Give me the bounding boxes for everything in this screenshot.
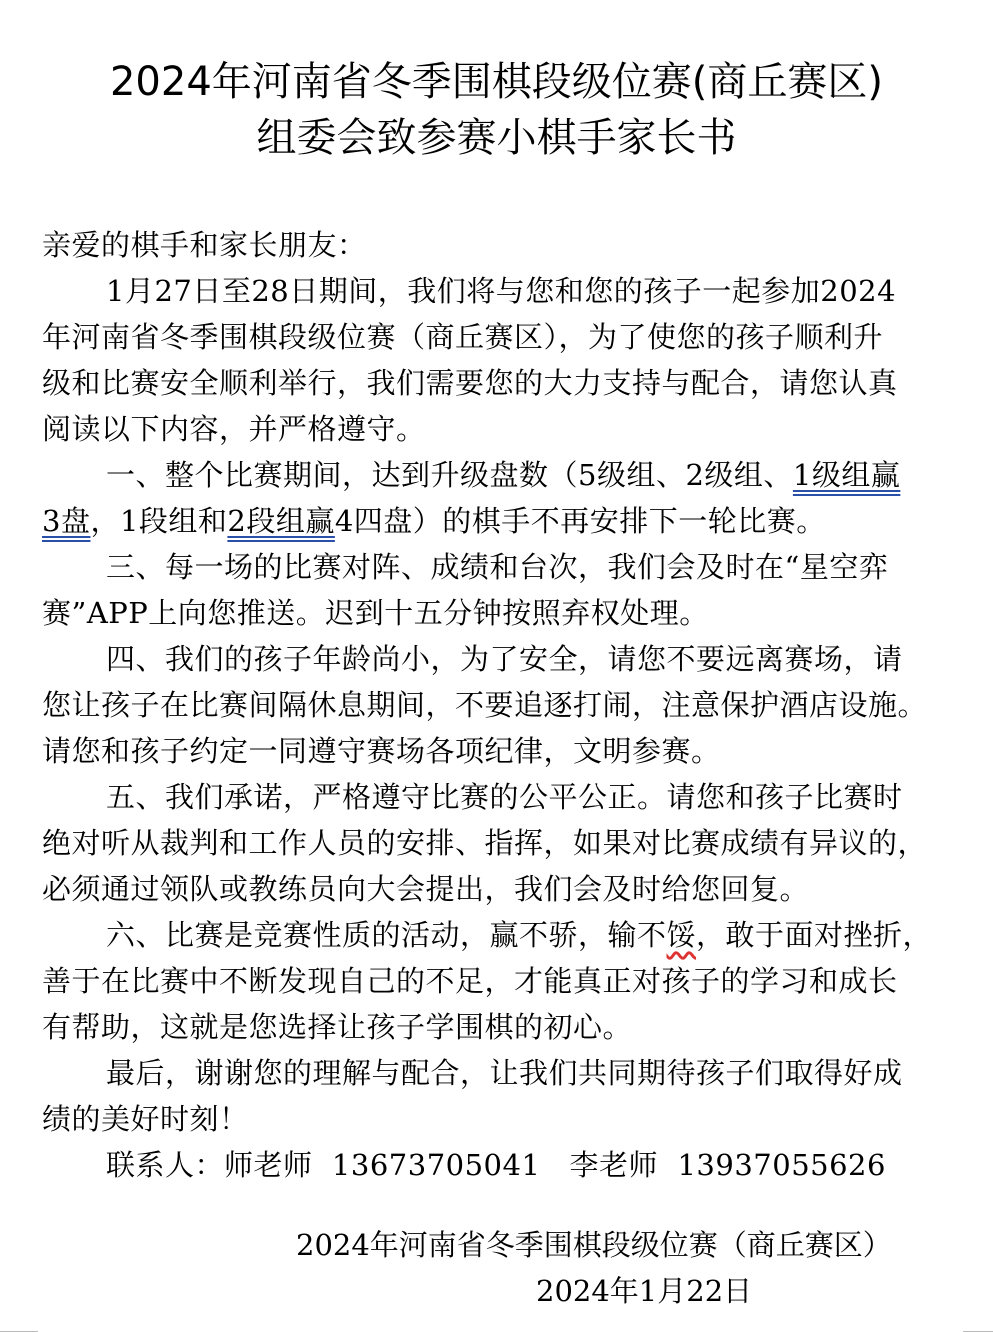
- paragraph-7-line-2: 绩的美好时刻！: [42, 1102, 249, 1136]
- paragraph-6-line-3: 有帮助，这就是您选择让孩子学围棋的初心。: [42, 1010, 633, 1044]
- salutation: 亲爱的棋手和家长朋友：: [42, 228, 367, 262]
- document-title-line-1: 2024年河南省冬季围棋段级位赛(商丘赛区): [109, 59, 883, 105]
- contact-line: 联系人：师老师 13673705041 李老师 13937055626: [106, 1148, 886, 1182]
- paragraph-2-text: 4四盘）的棋手不再安排下一轮比赛。: [334, 504, 826, 538]
- paragraph-5-line-3: 必须通过领队或教练员向大会提出，我们会及时给您回复。: [42, 872, 810, 906]
- paragraph-4-line-2: 您让孩子在比赛间隔休息期间，不要追逐打闹，注意保护酒店设施。: [42, 688, 928, 722]
- paragraph-6-text: ，敢于面对挫折，: [696, 918, 933, 952]
- underlined-text: 2段组赢: [227, 504, 335, 538]
- underlined-text: 1级组赢: [792, 458, 901, 492]
- paragraph-7-line-1: 最后，谢谢您的理解与配合，让我们共同期待孩子们取得好成: [106, 1056, 903, 1090]
- paragraph-5-line-1: 五、我们承诺，严格遵守比赛的公平公正。请您和孩子比赛时: [106, 780, 903, 814]
- paragraph-1-line-1: 1月27日至28日期间，我们将与您和您的孩子一起参加2024: [106, 274, 897, 308]
- spellcheck-marked-text: 馁: [666, 918, 697, 952]
- paragraph-2-line-1: [106, 452, 900, 498]
- underlined-text: 3盘: [42, 504, 91, 538]
- paragraph-3-line-2: 赛”APP上向您推送。迟到十五分钟按照弃权处理。: [42, 596, 709, 630]
- paragraph-1-line-4: 阅读以下内容，并严格遵守。: [42, 412, 426, 446]
- paragraph-2-text: 一、整个比赛期间，达到升级盘数（5级组、2级组、: [106, 458, 793, 492]
- paragraph-1-line-3: 级和比赛安全顺利举行，我们需要您的大力支持与配合，请您认真: [42, 366, 898, 400]
- paragraph-4-line-3: 请您和孩子约定一同遵守赛场各项纪律，文明参赛。: [42, 734, 721, 768]
- paragraph-1-line-2: 年河南省冬季围棋段级位赛（商丘赛区），为了使您的孩子顺利升: [42, 320, 884, 354]
- paragraph-4-line-1: 四、我们的孩子年龄尚小，为了安全，请您不要远离赛场，请: [106, 642, 903, 676]
- paragraph-2-text: ，1段组和: [90, 504, 228, 538]
- paragraph-2-line-2: [42, 498, 826, 544]
- paragraph-6-line-2: 善于在比赛中不断发现自己的不足，才能真正对孩子的学习和成长: [42, 964, 898, 998]
- paragraph-6-text: 六、比赛是竞赛性质的活动，赢不骄，输不: [106, 918, 667, 952]
- signature-date: 2024年1月22日: [536, 1274, 753, 1308]
- document-title-line-2: 组委会致参赛小棋手家长书: [256, 115, 737, 161]
- signature-organization: 2024年河南省冬季围棋段级位赛（商丘赛区）: [296, 1228, 892, 1262]
- paragraph-3-line-1: 三、每一场的比赛对阵、成绩和台次，我们会及时在“星空弈: [106, 550, 889, 584]
- paragraph-5-line-2: 绝对听从裁判和工作人员的安排、指挥，如果对比赛成绩有异议的，: [42, 826, 928, 860]
- paragraph-6-line-1: [106, 912, 932, 958]
